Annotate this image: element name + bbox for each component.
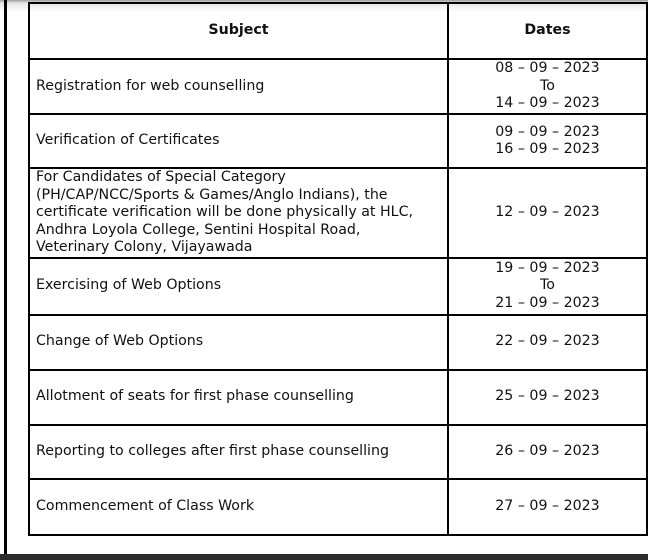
date-text: 09 – 09 – 2023 bbox=[495, 123, 600, 140]
dates-cell bbox=[448, 59, 647, 114]
subject-text: (PH/CAP/NCC/Sports & Games/Anglo Indians), the bbox=[36, 186, 388, 203]
subject-text: Commencement of Class Work bbox=[36, 497, 255, 514]
table-row bbox=[29, 425, 647, 479]
date-text: 21 – 09 – 2023 bbox=[495, 294, 600, 311]
table-header-row bbox=[29, 3, 647, 59]
table-row bbox=[29, 479, 647, 535]
dates-cell bbox=[448, 168, 647, 258]
dates-cell bbox=[448, 114, 647, 168]
subject-cell bbox=[29, 168, 448, 258]
date-text: 12 – 09 – 2023 bbox=[495, 204, 600, 220]
subject-text: Allotment of seats for first phase counselling bbox=[36, 388, 354, 405]
date-text: To bbox=[540, 77, 555, 94]
viewer-bottom-bar bbox=[0, 554, 648, 560]
dates-column-header: Dates bbox=[448, 3, 647, 59]
page-left-edge bbox=[4, 0, 7, 560]
subject-text: For Candidates of Special Category bbox=[36, 169, 286, 185]
dates-cell bbox=[448, 425, 647, 479]
table-row bbox=[29, 370, 647, 425]
date-text: 27 – 09 – 2023 bbox=[495, 497, 600, 514]
subject-cell bbox=[29, 315, 448, 370]
subject-cell bbox=[29, 370, 448, 425]
subject-text: Andhra Loyola College, Sentini Hospital Road, bbox=[36, 221, 361, 238]
subject-cell bbox=[29, 425, 448, 479]
dates-cell bbox=[448, 258, 647, 315]
date-text: 22 – 09 – 2023 bbox=[495, 333, 600, 350]
date-text: 26 – 09 – 2023 bbox=[495, 442, 600, 459]
table-row bbox=[29, 114, 647, 168]
dates-cell bbox=[448, 479, 647, 535]
date-text: 19 – 09 – 2023 bbox=[495, 259, 600, 276]
subject-text: Registration for web counselling bbox=[36, 77, 265, 94]
dates-cell bbox=[448, 370, 647, 425]
subject-text: Veterinary Colony, Vijayawada bbox=[36, 239, 253, 255]
subject-column-header: Subject bbox=[29, 3, 448, 59]
subject-cell bbox=[29, 479, 448, 535]
date-text: 08 – 09 – 2023 bbox=[495, 60, 600, 77]
date-text: 14 – 09 – 2023 bbox=[495, 95, 600, 112]
subject-text: certificate verification will be done physically at HLC, bbox=[36, 204, 413, 220]
table-row bbox=[29, 258, 647, 315]
table-row bbox=[29, 168, 647, 258]
subject-text: Verification of Certificates bbox=[36, 132, 220, 149]
table-row bbox=[29, 59, 647, 114]
subject-text: Exercising of Web Options bbox=[36, 277, 222, 294]
subject-cell bbox=[29, 114, 448, 168]
date-text: 16 – 09 – 2023 bbox=[495, 141, 600, 157]
date-text: To bbox=[540, 277, 555, 294]
subject-cell bbox=[29, 59, 448, 114]
subject-text: Change of Web Options bbox=[36, 333, 204, 350]
counselling-schedule-table bbox=[28, 2, 648, 536]
subject-text: Reporting to colleges after first phase counselling bbox=[36, 442, 389, 459]
subject-cell bbox=[29, 258, 448, 315]
dates-cell bbox=[448, 315, 647, 370]
date-text: 25 – 09 – 2023 bbox=[495, 388, 600, 405]
table-row bbox=[29, 315, 647, 370]
